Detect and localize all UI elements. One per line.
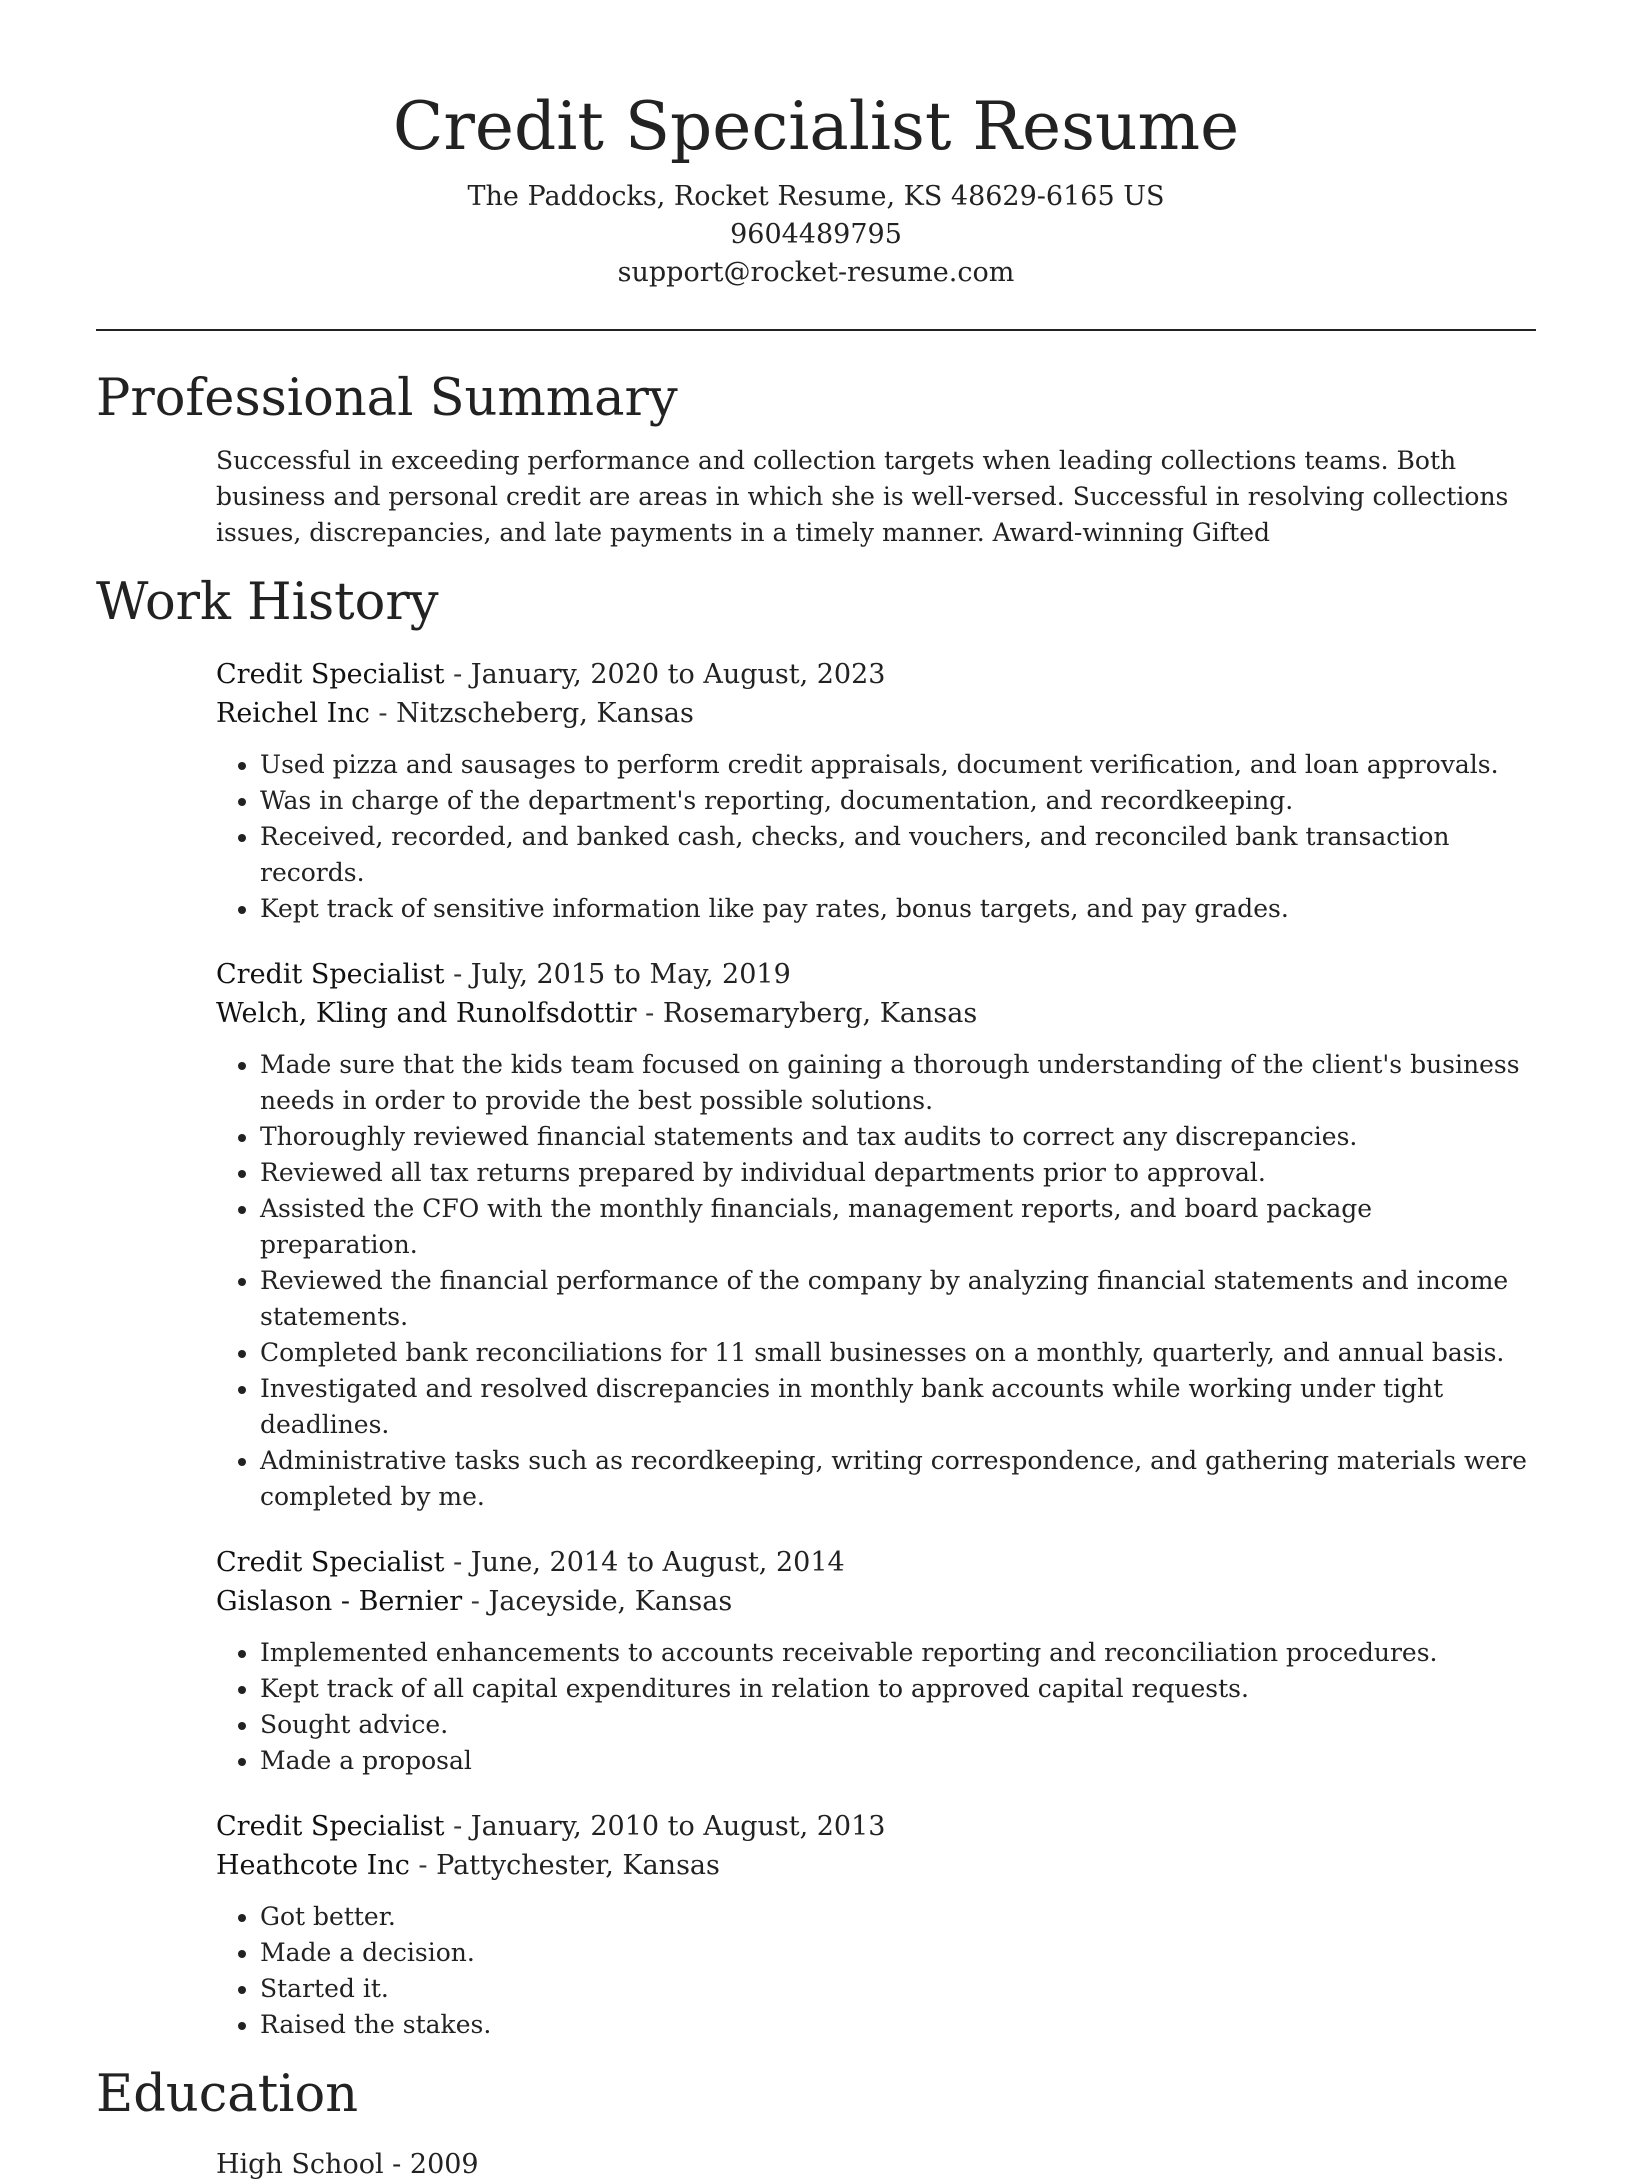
contact-block: [96, 178, 1536, 292]
work-history-heading: Work History: [96, 573, 439, 632]
job-position: Credit Specialist: [216, 1547, 445, 1578]
job-bullets: [216, 1047, 1536, 1515]
job-bullet: • Received, recorded, and banked cash, checks, and vouchers, and reconciled bank transaction records.: [260, 819, 1536, 891]
job-bullet: • Used pizza and sausages to perform credit appraisals, document verification, and loan approvals.: [260, 747, 1536, 783]
job-company: Gislason - Bernier: [216, 1586, 463, 1617]
job-entry: [216, 955, 1536, 1515]
job-bullet: • Reviewed the financial performance of the company by analyzing financial statements and income statements.: [260, 1263, 1536, 1335]
job-bullet: • Investigated and resolved discrepancies in monthly bank accounts while working under tight deadlines.: [260, 1371, 1536, 1443]
job-dates: January, 2020 to August, 2023: [470, 659, 886, 690]
job-position: Credit Specialist: [216, 959, 445, 990]
job-bullet: • Raised the stakes.: [260, 2007, 1536, 2043]
job-bullet: • Thoroughly reviewed financial statements and tax audits to correct any discrepancies.: [260, 1119, 1536, 1155]
job-company-line: Reichel Inc - Nitzscheberg, Kansas: [216, 698, 694, 729]
job-bullet: • Reviewed all tax returns prepared by individual departments prior to approval.: [260, 1155, 1536, 1191]
job-bullet: • Completed bank reconciliations for 11 small businesses on a monthly, quarterly, and annual basis.: [260, 1335, 1536, 1371]
job-bullet: • Started it.: [260, 1971, 1536, 2007]
job-company: Welch, Kling and Runolfsdottir: [216, 998, 637, 1029]
job-dates: January, 2010 to August, 2013: [470, 1811, 886, 1842]
job-entry: [216, 655, 1536, 927]
resume-title: Credit Specialist Resume: [392, 88, 1240, 165]
job-title-line: Credit Specialist - January, 2020 to August, 2023: [216, 659, 886, 690]
job-bullet: • Kept track of sensitive information like pay rates, bonus targets, and pay grades.: [260, 891, 1536, 927]
job-dates: June, 2014 to August, 2014: [470, 1547, 845, 1578]
job-company-line: Welch, Kling and Runolfsdottir - Rosemaryberg, Kansas: [216, 998, 978, 1029]
job-company-line: Gislason - Bernier - Jaceyside, Kansas: [216, 1586, 733, 1617]
job-bullets: [216, 1635, 1536, 1779]
summary-heading: Professional Summary: [96, 369, 678, 428]
job-bullet: • Made sure that the kids team focused on gaining a thorough understanding of the client's business needs in order to provide the best possible solutions.: [260, 1047, 1536, 1119]
resume-page: [96, 0, 1536, 2184]
contact-phone: 9604489795: [730, 219, 902, 250]
job-location: Pattychester, Kansas: [436, 1850, 720, 1881]
education-year: 2009: [409, 2149, 479, 2180]
education-degree: High School: [216, 2149, 384, 2180]
job-title-line: Credit Specialist - July, 2015 to May, 2019: [216, 959, 791, 990]
contact-address: The Paddocks, Rocket Resume, KS 48629-6165 US: [467, 181, 1165, 212]
job-position: Credit Specialist: [216, 659, 445, 690]
job-bullet: • Kept track of all capital expenditures in relation to approved capital requests.: [260, 1671, 1536, 1707]
resume-header: [96, 0, 1536, 292]
job-location: Nitzscheberg, Kansas: [396, 698, 694, 729]
job-bullet: • Made a decision.: [260, 1935, 1536, 1971]
job-company: Heathcote Inc: [216, 1850, 410, 1881]
job-dates: July, 2015 to May, 2019: [470, 959, 791, 990]
job-company: Reichel Inc: [216, 698, 370, 729]
job-company-line: Heathcote Inc - Pattychester, Kansas: [216, 1850, 720, 1881]
job-bullets: [216, 747, 1536, 927]
header-divider: [96, 329, 1536, 331]
job-bullet: • Made a proposal: [260, 1743, 1536, 1779]
job-title-line: Credit Specialist - June, 2014 to August, 2014: [216, 1547, 845, 1578]
job-entry: [216, 1807, 1536, 2043]
job-entry: [216, 1543, 1536, 1779]
education-heading: Education: [96, 2065, 359, 2124]
job-bullets: [216, 1899, 1536, 2043]
job-bullet: • Was in charge of the department's reporting, documentation, and recordkeeping.: [260, 783, 1536, 819]
job-position: Credit Specialist: [216, 1811, 445, 1842]
job-location: Rosemaryberg, Kansas: [662, 998, 978, 1029]
job-bullet: • Assisted the CFO with the monthly financials, management reports, and board package preparation.: [260, 1191, 1536, 1263]
job-bullet: • Got better.: [260, 1899, 1536, 1935]
job-bullet: • Administrative tasks such as recordkeeping, writing correspondence, and gathering materials were completed by me.: [260, 1443, 1536, 1515]
job-bullet: • Sought advice.: [260, 1707, 1536, 1743]
job-bullet: • Implemented enhancements to accounts receivable reporting and reconciliation procedures.: [260, 1635, 1536, 1671]
job-title-line: Credit Specialist - January, 2010 to August, 2013: [216, 1811, 886, 1842]
summary-text: Successful in exceeding performance and collection targets when leading collections teams. Both business and personal credit are areas in which she is well-versed. Successful in resolving collections issues, discrepancies, and late payments in a timely manner. Award-winning Gifted: [216, 446, 1509, 547]
job-location: Jaceyside, Kansas: [488, 1586, 733, 1617]
contact-email: support@rocket-resume.com: [617, 257, 1015, 288]
education-item: High School - 2009: [216, 2149, 479, 2180]
